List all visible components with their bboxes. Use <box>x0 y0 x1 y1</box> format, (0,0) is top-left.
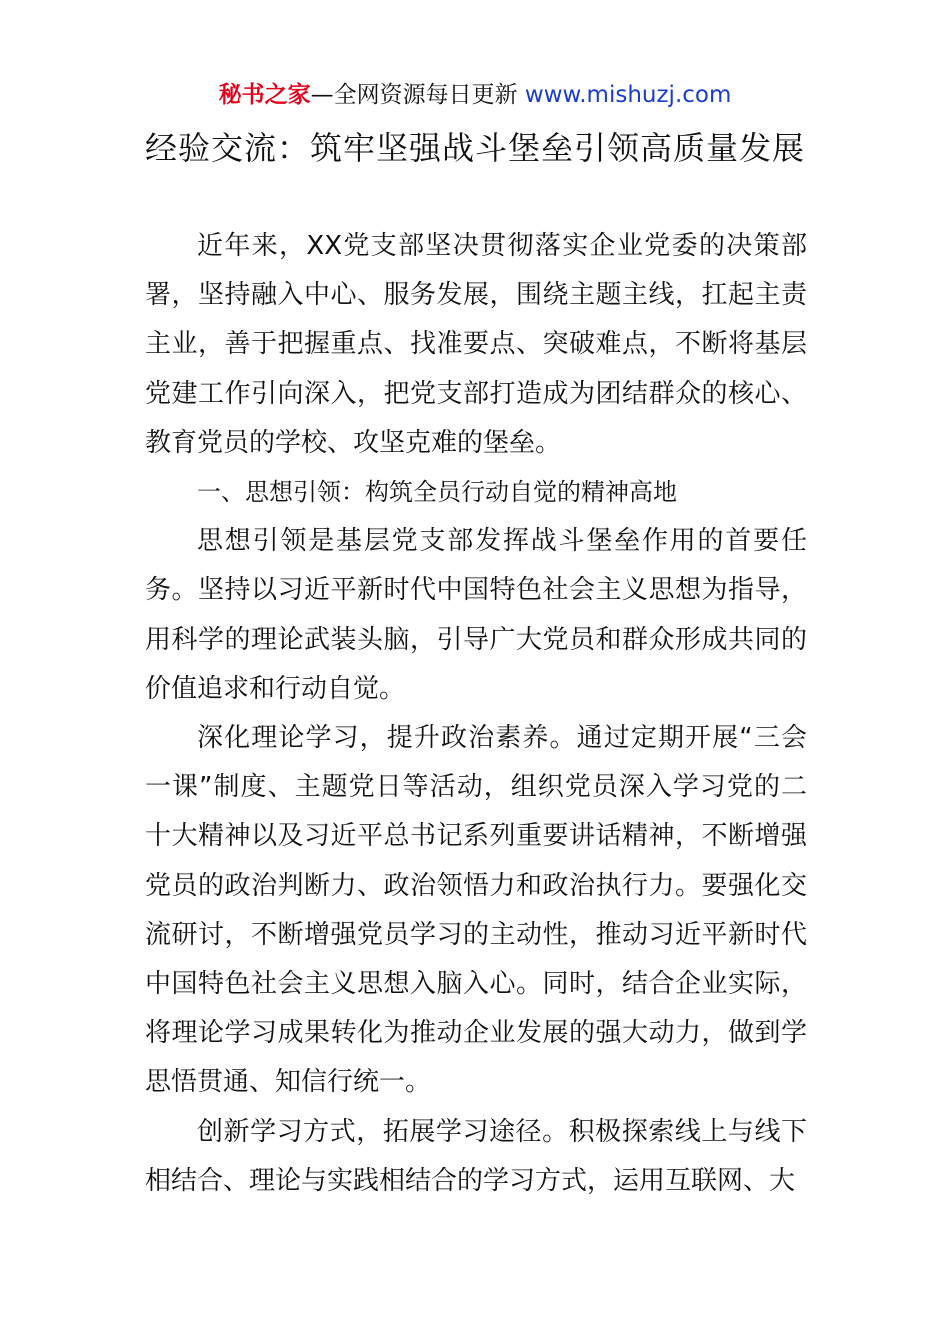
site-url-link[interactable]: www.mishuzj.com <box>524 82 732 108</box>
site-header <box>0 78 950 112</box>
document-title: 经验交流：筑牢坚强战斗堡垒引领高质量发展 <box>144 129 805 167</box>
site-tagline: —全网资源每日更新 <box>310 82 525 108</box>
intro-paragraph: 近年来，XX党支部坚决贯彻落实企业党委的决策部署，坚持融入中心、服务发展，围绕主题主线，扛起主责主业，善于把握重点、找准要点、突破难点，不断将基层党建工作引向深入，把党支部打造成为团结群众的核心、教育党员的学校、攻坚克难的堡垒。 <box>145 231 807 458</box>
section-1-paragraph-1: 思想引领是基层党支部发挥战斗堡垒作用的首要任务。坚持以习近平新时代中国特色社会主义思想为指导，用科学的理论武装头脑，引导广大党员和群众形成共同的价值追求和行动自觉。 <box>145 526 807 704</box>
site-name: 秘书之家 <box>218 82 311 108</box>
section-1-paragraph-2: 深化理论学习，提升政治素养。通过定期开展“三会一课”制度、主题党日等活动，组织党员深入学习党的二十大精神以及习近平总书记系列重要讲话精神，不断增强党员的政治判断力、政治领悟力和政治执行力。要强化交流研讨，不断增强党员学习的主动性，推动习近平新时代中国特色社会主义思想入脑入心。同时，结合企业实际，将理论学习成果转化为推动企业发展的强大动力，做到学思悟贯通、知信行统一。 <box>145 723 807 1098</box>
document-body <box>145 222 807 1206</box>
section-1-paragraph-3: 创新学习方式，拓展学习途径。积极探索线上与线下相结合、理论与实践相结合的学习方式，运用互联网、大 <box>145 1116 807 1196</box>
section-1-heading: 一、思想引领：构筑全员行动自觉的精神高地 <box>197 478 677 507</box>
